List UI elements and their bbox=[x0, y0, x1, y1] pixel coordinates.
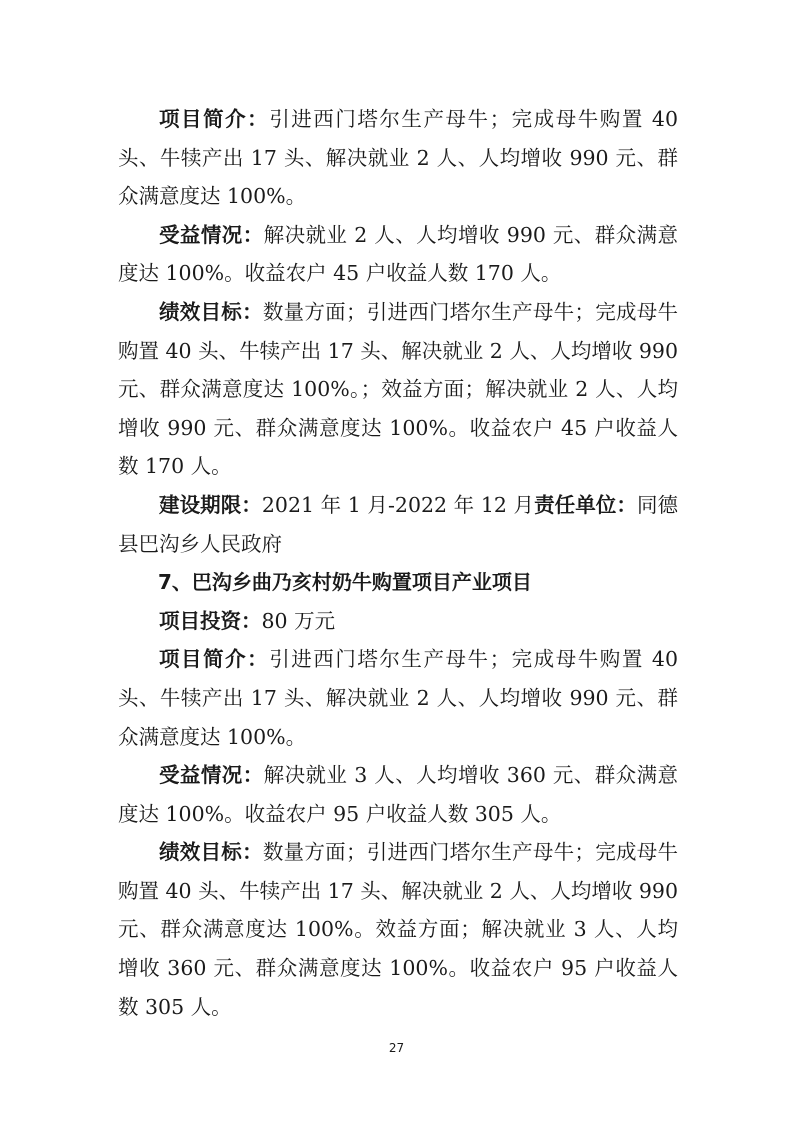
construction-period-text: 2021 年 1 月-2022 年 12 月 bbox=[261, 492, 535, 517]
project-intro-label: 项目简介： bbox=[159, 647, 270, 672]
performance-goal-paragraph bbox=[118, 833, 678, 1026]
benefit-paragraph bbox=[118, 216, 678, 293]
responsible-unit-label: 责任单位： bbox=[534, 492, 637, 517]
project-intro-paragraph bbox=[118, 100, 678, 216]
project-intro-text: 引进西门塔尔生产母牛；完成母牛购置 40 头、牛犊产出 17 头、解决就业 2 人、人均增收 990 元、群众满意度达 100%。 bbox=[118, 647, 679, 749]
benefit-label: 受益情况： bbox=[159, 763, 264, 788]
document-body bbox=[118, 100, 678, 1026]
benefit-text: 解决就业 2 人、人均增收 990 元、群众满意度达 100%。收益农户 45 户收益人数 170 人。 bbox=[118, 222, 678, 286]
performance-goal-text: 数量方面；引进西门塔尔生产母牛；完成母牛购置 40 头、牛犊产出 17 头、解决就业 2 人、人均增收 990 元、群众满意度达 100%。效益方面；解决就业 3 人、人均增收 360 元、群众满意度达 100%。收益农户 95 户收益人数 305 人。 bbox=[118, 840, 679, 1019]
investment-text: 80 万元 bbox=[261, 608, 336, 633]
performance-goal-label: 绩效目标： bbox=[159, 840, 263, 865]
investment-paragraph bbox=[118, 602, 678, 641]
benefit-text: 解决就业 3 人、人均增收 360 元、群众满意度达 100%。收益农户 95 户收益人数 305 人。 bbox=[118, 763, 678, 826]
page-number: 27 bbox=[388, 1041, 405, 1055]
performance-goal-paragraph bbox=[118, 293, 678, 486]
performance-goal-text: 数量方面；引进西门塔尔生产母牛；完成母牛购置 40 头、牛犊产出 17 头、解决就业 2 人、人均增收 990 元、群众满意度达 100%。；效益方面；解决就业 2 人、人均增收 990 元、群众满意度达 100%。收益农户 45 户收益人数 170 人。 bbox=[118, 299, 679, 479]
benefit-label: 受益情况： bbox=[159, 222, 264, 247]
project-intro-label: 项目简介： bbox=[159, 107, 270, 131]
project-intro-paragraph bbox=[118, 640, 678, 756]
responsible-unit-text: 同德县巴沟乡人民政府 bbox=[118, 492, 679, 556]
performance-goal-label: 绩效目标： bbox=[159, 299, 263, 324]
construction-period-paragraph bbox=[118, 486, 678, 563]
section-heading: 7、巴沟乡曲乃亥村奶牛购置项目产业项目 bbox=[158, 570, 532, 595]
investment-label: 项目投资： bbox=[159, 608, 262, 633]
construction-period-label: 建设期限： bbox=[159, 492, 262, 517]
project-intro-text: 引进西门塔尔生产母牛；完成母牛购置 40 头、牛犊产出 17 头、解决就业 2 人、人均增收 990 元、群众满意度达 100%。 bbox=[118, 107, 679, 209]
benefit-paragraph bbox=[118, 756, 678, 833]
